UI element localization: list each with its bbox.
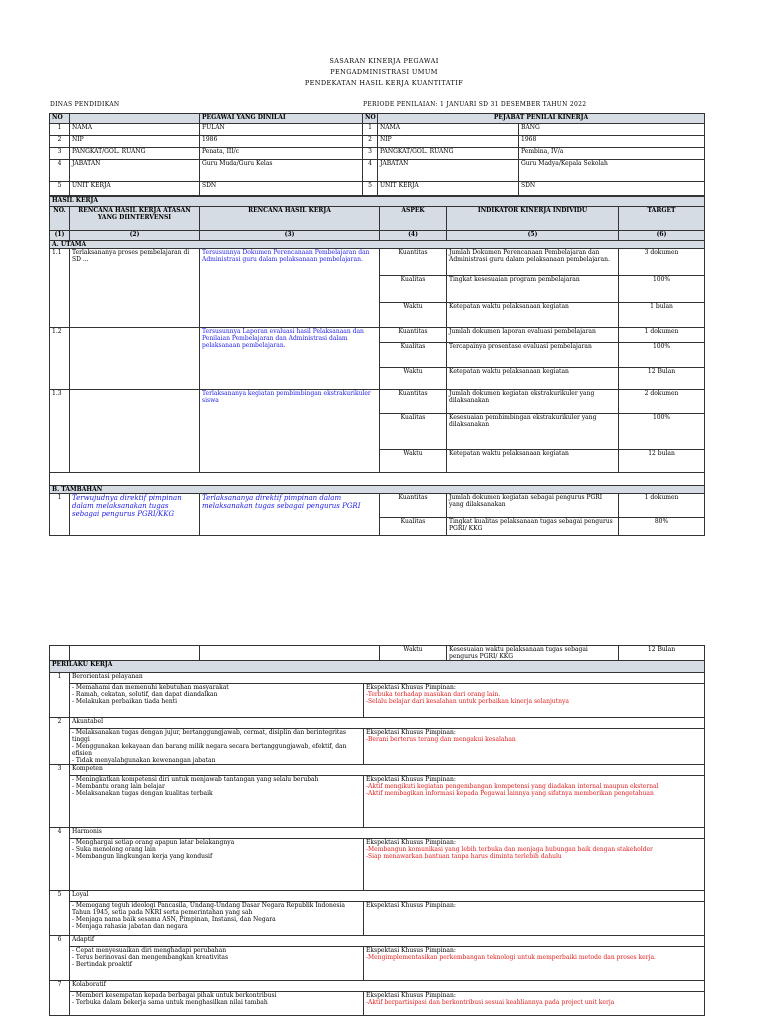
perilaku-title-row: 1 Berorientasi pelayanan bbox=[50, 673, 705, 684]
col-header: RENCANA HASIL KERJA ATASAN YANG DIINTERVENSI bbox=[70, 207, 200, 231]
aspek: Kualitas bbox=[380, 518, 447, 536]
iki: Jumlah dokumen kegiatan ekstrakurikuler yang dilaksanakan bbox=[447, 390, 619, 414]
identity-label: PANGKAT/GOL. RUANG bbox=[378, 148, 519, 160]
page-2 bbox=[0, 640, 768, 1024]
identity-label: NIP bbox=[70, 136, 200, 148]
iki: Ketepatan waktu pelaksanaan kegiatan bbox=[447, 303, 619, 328]
penilai-header: PEJABAT PENILAI KINERJA bbox=[378, 114, 705, 124]
ekspektasi-cell: Ekspektasi Khusus Pimpinan: -Aktif berpartisipasi dan berkontribusi sesuai keahliannya pada project unit kerja bbox=[364, 992, 705, 1016]
rhk-atasan: Terlaksananya proses pembelajaran di SD ... bbox=[70, 249, 200, 328]
col-header: NO. bbox=[50, 207, 70, 231]
doc-title-line-3: PENDEKATAN HASIL KERJA KUANTITATIF bbox=[304, 79, 464, 87]
penilai-value: Pembina, IV/a bbox=[519, 148, 705, 160]
target: 12 Bulan bbox=[619, 646, 705, 661]
table-row bbox=[50, 390, 705, 414]
perilaku-points: - Menghargai setiap orang apapun latar belakangnya - Suka menolong orang lain - Membangun lingkungan kerja yang kondusif bbox=[70, 839, 364, 891]
target: 100% bbox=[619, 276, 705, 303]
iki: Jumlah dokumen kegiatan sebagai pengurus PGRI yang dilaksanakan bbox=[447, 494, 619, 518]
ekspektasi-cell: Ekspektasi Khusus Pimpinan: -Aktif mengikuti kegiatan pengembangan kompetensi yang diadakan internal maupun eksternal -Aktif membagikan informasi kepada Pegawai lainnya yang sifatnya memberikan pengetahuan bbox=[364, 776, 705, 828]
perilaku-points: - Meningkatkan kompetensi diri untuk menjawab tantangan yang selalu berubah - Membantu orang lain belajar - Melaksanakan tugas dengan kualitas terbaik bbox=[70, 776, 364, 828]
perilaku-points: - Memegang teguh ideologi Pancasila, Undang-Undang Dasar Negara Republik Indonesia Tahun 1945, setia pada NKRI serta pemerintahan yang sah - Menjaga nama baik sesama ASN, Pimpinan, Instansi, dan Negara - Menjaga rahasia jabatan dan negara bbox=[70, 902, 364, 936]
perilaku-title: Berorientasi pelayanan bbox=[70, 673, 705, 684]
identity-label: NIP bbox=[378, 136, 519, 148]
identity-row: 1 NAMA FULAN 1 NAMA BANG bbox=[50, 124, 705, 136]
pegawai-value: Penata, III/c bbox=[200, 148, 363, 160]
aspek: Kualitas bbox=[380, 414, 447, 450]
iki: Tingkat kualitas pelaksanaan tugas sebagai pengurus PGRI/ KKG bbox=[447, 518, 619, 536]
col-number: (4) bbox=[380, 231, 447, 241]
perilaku-title: Adaptif bbox=[70, 936, 705, 947]
penilai-value: 1968 bbox=[519, 136, 705, 148]
perilaku-detail-row bbox=[50, 729, 705, 765]
instansi-label: DINAS PENDIDIKAN bbox=[50, 101, 120, 108]
utama-section: A. UTAMA bbox=[50, 241, 705, 249]
ekspektasi-cell: Ekspektasi Khusus Pimpinan: -Terbuka terhadap masukan dari orang lain. -Selalu belajar dari kesalahan untuk perbaikan kinerja selanjutnya bbox=[364, 684, 705, 718]
penilai-value: SDN bbox=[519, 182, 705, 196]
identity-row: 3 PANGKAT/GOL. RUANG Penata, III/c 3 PANGKAT/GOL. RUANG Pembina, IV/a bbox=[50, 148, 705, 160]
perilaku-title-row: 7 Kolaboratif bbox=[50, 981, 705, 992]
perilaku-points: - Cepat menyesuaikan diri menghadapi perubahan - Terus berinovasi dan mengembangkan kreativitas - Bertindak proaktif bbox=[70, 947, 364, 981]
periode-label: PERIODE PENILAIAN: 1 JANUARI SD 31 DESEMBER TAHUN 2022 bbox=[363, 101, 587, 108]
identity-table bbox=[49, 113, 705, 196]
iki: Ketepatan waktu pelaksanaan kegiatan bbox=[447, 450, 619, 473]
id-no-header: NO bbox=[50, 114, 70, 124]
perilaku-title: Harmonis bbox=[70, 828, 705, 839]
penilai-value: Guru Madya/Kepala Sekolah bbox=[519, 160, 705, 182]
perilaku-title-row: 5 Loyal bbox=[50, 891, 705, 902]
identity-label: UNIT KERJA bbox=[70, 182, 200, 196]
target: 100% bbox=[619, 414, 705, 450]
ekspektasi-cell: Ekspektasi Khusus Pimpinan: -Membangun komunikasi yang lebih terbuka dan menjaga hubungan baik dengan stakeholder -Siap menawarkan bantuan tanpa harus diminta terlebih dahulu bbox=[364, 839, 705, 891]
col-number: (6) bbox=[619, 231, 705, 241]
perilaku-points: - Memahami dan memenuhi kebutuhan masyarakat - Ramah, cekatan, solutif, dan dapat diandalkan - Melakukan perbaikan tiada henti bbox=[70, 684, 364, 718]
ekspektasi-cell: Ekspektasi Khusus Pimpinan: -Berani berterus terang dan mengakui kesalahan bbox=[364, 729, 705, 765]
target: 12 bulan bbox=[619, 450, 705, 473]
perilaku-detail-row bbox=[50, 992, 705, 1016]
aspek: Kuantitas bbox=[380, 328, 447, 343]
identity-label: PANGKAT/GOL. RUANG bbox=[70, 148, 200, 160]
rhk-text: Terlaksananya kegiatan pembimbingan ekstrakurikuler siswa bbox=[200, 390, 380, 473]
perilaku-detail-row bbox=[50, 947, 705, 981]
perilaku-title: Kolaboratif bbox=[70, 981, 705, 992]
col-number: (1) bbox=[50, 231, 70, 241]
perilaku-detail-row bbox=[50, 839, 705, 891]
target: 1 bulan bbox=[619, 303, 705, 328]
identity-row: 2 NIP 1986 2 NIP 1968 bbox=[50, 136, 705, 148]
rhk-text: Tersusunnya Dokumen Perencanaan Pembelajaran dan Administrasi guru dalam pelaksanaan pembelajaran. bbox=[200, 249, 380, 328]
pegawai-value: Guru Muda/Guru Kelas bbox=[200, 160, 363, 182]
perilaku-title-row: 2 Akuntabel bbox=[50, 718, 705, 729]
aspek: Waktu bbox=[380, 646, 447, 661]
aspek: Waktu bbox=[380, 368, 447, 390]
aspek: Kualitas bbox=[380, 276, 447, 303]
identity-row: 5 UNIT KERJA SDN 5 UNIT KERJA SDN bbox=[50, 182, 705, 196]
col-number: (2) bbox=[70, 231, 200, 241]
penilai-value: BANG bbox=[519, 124, 705, 136]
aspek: Waktu bbox=[380, 303, 447, 328]
aspek: Kuantitas bbox=[380, 390, 447, 414]
identity-label: JABATAN bbox=[70, 160, 200, 182]
aspek: Waktu bbox=[380, 450, 447, 473]
perilaku-detail-row bbox=[50, 684, 705, 718]
perilaku-title: Kompeten bbox=[70, 765, 705, 776]
rhk-text: Terlaksananya direktif pimpinan dalam melaksanakan tugas sebagai pengurus PGRI bbox=[200, 494, 380, 536]
perilaku-points: - Melaksanakan tugas dengan jujur, bertanggungjawab, cermat, disiplin dan berintegritas tinggi - Menggunakan kekayaan dan barang milik negara secara bertanggungjawab, efektif, dan efisien - Tidak menyalahgunakan kewenangan jabatan bbox=[70, 729, 364, 765]
target: 3 dokumen bbox=[619, 249, 705, 276]
target: 100% bbox=[619, 343, 705, 368]
rhk-no: 1.2 bbox=[50, 328, 70, 390]
identity-row: 4 JABATAN Guru Muda/Guru Kelas 4 JABATAN Guru Madya/Kepala Sekolah bbox=[50, 160, 705, 182]
target: 12 Bulan bbox=[619, 368, 705, 390]
doc-title-line-2: PENGADMINISTRASI UMUM bbox=[330, 68, 438, 76]
table-row bbox=[50, 494, 705, 518]
col-header: TARGET bbox=[619, 207, 705, 231]
rhk-atasan: Terwujudnya direktif pimpinan dalam melaksanakan tugas sebagai pengurus PGRI/KKG bbox=[70, 494, 200, 536]
iki: Tingkat kesesuaian program pembelajaran bbox=[447, 276, 619, 303]
hasil-kerja-section: HASIL KERJA bbox=[50, 197, 705, 207]
pegawai-value: FULAN bbox=[200, 124, 363, 136]
rhk-atasan bbox=[70, 390, 200, 473]
iki: Jumlah Dokumen Perencanaan Pembelajaran dan Administrasi guru dalam pelaksanaan pembelajaran. bbox=[447, 249, 619, 276]
rhk-atasan bbox=[70, 328, 200, 390]
rhk-text: Tersusunnya Laporan evaluasi hasil Pelaksanaan dan Penilaian Pembelajaran dan Administrasi dalam pelaksanaan pembelajaran. bbox=[200, 328, 380, 390]
aspek: Kuantitas bbox=[380, 249, 447, 276]
target: 80% bbox=[619, 518, 705, 536]
hasil-kerja-continued bbox=[49, 645, 705, 661]
perilaku-section: PERILAKU KERJA bbox=[50, 661, 705, 673]
doc-title-line-1: SASARAN KINERJA PEGAWAI bbox=[329, 57, 439, 65]
perilaku-title-row: 6 Adaptif bbox=[50, 936, 705, 947]
target: 1 dokumen bbox=[619, 494, 705, 518]
perilaku-title: Akuntabel bbox=[70, 718, 705, 729]
iki: Jumlah dokumen laporan evaluasi pembelajaran bbox=[447, 328, 619, 343]
tambahan-section: B. TAMBAHAN bbox=[50, 486, 705, 494]
identity-label: NAMA bbox=[378, 124, 519, 136]
col-number: (3) bbox=[200, 231, 380, 241]
rhk-no: 1.3 bbox=[50, 390, 70, 473]
perilaku-title-row: 4 Harmonis bbox=[50, 828, 705, 839]
rhk-no: 1 bbox=[50, 494, 70, 536]
perilaku-kerja-table bbox=[49, 660, 705, 1016]
ekspektasi-cell: Ekspektasi Khusus Pimpinan: bbox=[364, 902, 705, 936]
iki: Ketepatan waktu pelaksanaan kegiatan bbox=[447, 368, 619, 390]
table-row bbox=[50, 249, 705, 276]
col-header: RENCANA HASIL KERJA bbox=[200, 207, 380, 231]
pegawai-value: 1986 bbox=[200, 136, 363, 148]
perilaku-points: - Memberi kesempatan kepada berbagai pihak untuk berkontribusi - Terbuka dalam bekerja sama untuk menghasilkan nilai tambah bbox=[70, 992, 364, 1016]
table-row bbox=[50, 646, 705, 661]
table-row bbox=[50, 328, 705, 343]
rhk-no: 1.1 bbox=[50, 249, 70, 328]
perilaku-detail-row bbox=[50, 902, 705, 936]
perilaku-detail-row bbox=[50, 776, 705, 828]
perilaku-title: Loyal bbox=[70, 891, 705, 902]
aspek: Kualitas bbox=[380, 343, 447, 368]
aspek: Kuantitas bbox=[380, 494, 447, 518]
col-header: INDIKATOR KINERJA INDIVIDU bbox=[447, 207, 619, 231]
identity-label: UNIT KERJA bbox=[378, 182, 519, 196]
col-header: ASPEK bbox=[380, 207, 447, 231]
identity-label: NAMA bbox=[70, 124, 200, 136]
target: 2 dokumen bbox=[619, 390, 705, 414]
perilaku-title-row: 3 Kompeten bbox=[50, 765, 705, 776]
iki: Kesesuaian pembimbingan ekstrakurikuler yang dilaksanakan bbox=[447, 414, 619, 450]
pegawai-header: PEGAWAI YANG DINILAI bbox=[200, 114, 363, 124]
iki: Tercapainya prosentase evaluasi pembelajaran bbox=[447, 343, 619, 368]
col-number: (5) bbox=[447, 231, 619, 241]
id-no-header-right: NO bbox=[363, 114, 378, 124]
pegawai-value: SDN bbox=[200, 182, 363, 196]
identity-label: JABATAN bbox=[378, 160, 519, 182]
target: 1 dokumen bbox=[619, 328, 705, 343]
hasil-kerja-table bbox=[49, 196, 705, 536]
iki: Kesesuaian waktu pelaksanaan tugas sebagai pengurus PGRI/ KKG bbox=[447, 646, 619, 661]
ekspektasi-cell: Ekspektasi Khusus Pimpinan: -Mengimplementasikan perkembangan teknologi untuk memperbaiki metode dan proses kerja. bbox=[364, 947, 705, 981]
